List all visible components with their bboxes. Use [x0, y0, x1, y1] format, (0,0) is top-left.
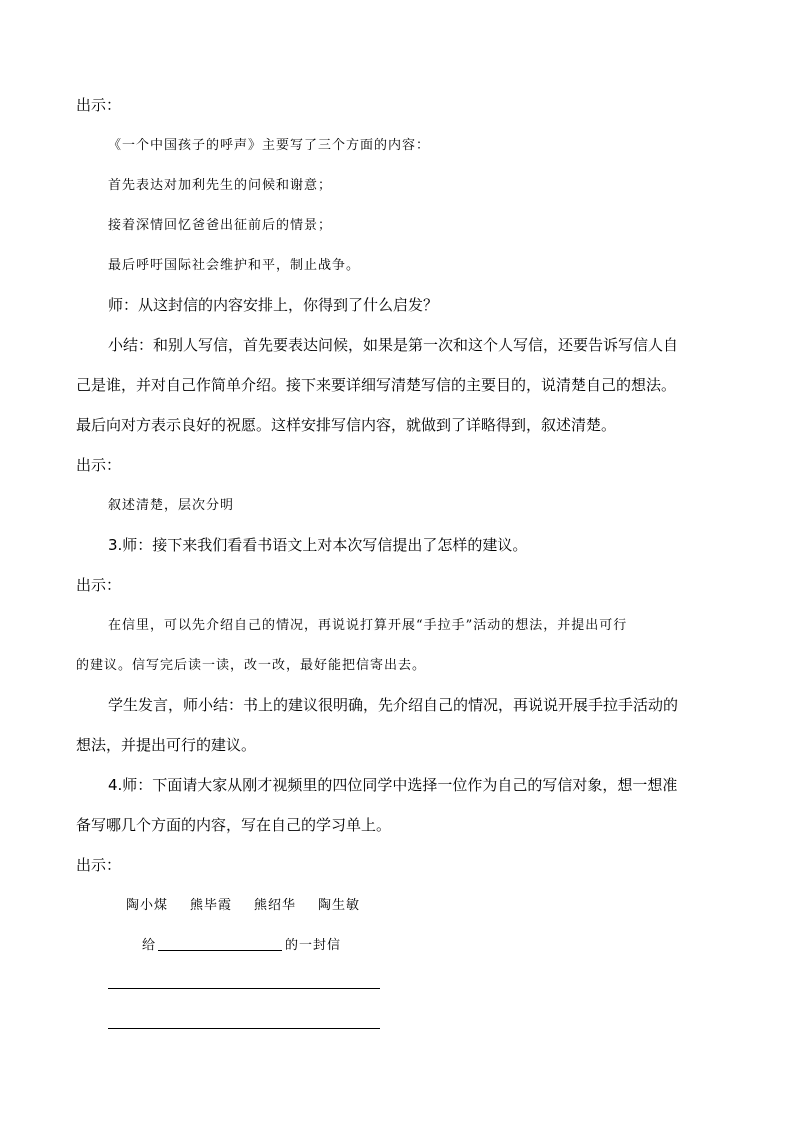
letter-suffix: 的一封信 — [285, 938, 342, 953]
show-label: 出示： — [76, 576, 122, 594]
writing-line[interactable] — [108, 988, 380, 989]
summary-paragraph-line: 己是谁，并对自己作简单介绍。接下来要详细写清楚写信的主要目的，说清楚自己的想法。 — [76, 376, 677, 394]
letter-prefix: 给 — [142, 938, 157, 953]
student-summary-line: 想法，并提出可行的建议。 — [76, 736, 257, 754]
show-label: 出示： — [76, 96, 122, 114]
quote-point: 最后呼吁国际社会维护和平，制止战争。 — [108, 258, 361, 273]
quote-intro: 《一个中国孩子的呼声》主要写了三个方面的内容： — [108, 138, 431, 153]
summary-paragraph-line: 小结：和别人写信，首先要表达问候，如果是第一次和这个人写信，还要告诉写信人自 — [108, 336, 679, 354]
book-suggestion-line: 在信里，可以先介绍自己的情况，再说说打算开展“手拉手”活动的想法，并提出可行 — [108, 618, 628, 633]
quote-point: 首先表达对加利先生的问候和谢意； — [108, 178, 333, 193]
book-suggestion-line: 的建议。信写完后读一读，改一改，最好能把信寄出去。 — [76, 658, 427, 673]
student-name: 陶小煤 — [126, 898, 169, 913]
step-four-line: 备写哪几个方面的内容，写在自己的学习单上。 — [76, 816, 392, 834]
student-summary-line: 学生发言，师小结：书上的建议很明确，先介绍自己的情况，再说说开展手拉手活动的 — [108, 696, 679, 714]
quote-point: 接着深情回忆爸爸出征前后的情景； — [108, 218, 333, 233]
key-point: 叙述清楚，层次分明 — [108, 498, 235, 513]
show-label: 出示： — [76, 856, 122, 874]
step-four-line: 4.师：下面请大家从刚才视频里的四位同学中选择一位作为自己的写信对象，想一想准 — [108, 776, 678, 794]
summary-paragraph-line: 最后向对方表示良好的祝愿。这样安排写信内容，就做到了详略得到，叙述清楚。 — [76, 416, 617, 434]
recipient-blank[interactable] — [158, 950, 282, 951]
step-three: 3.师：接下来我们看看书语文上对本次写信提出了怎样的建议。 — [108, 536, 528, 554]
writing-line[interactable] — [108, 1028, 380, 1029]
student-name: 熊绍华 — [254, 898, 297, 913]
teacher-question: 师：从这封信的内容安排上，你得到了什么启发？ — [108, 296, 439, 314]
student-name: 陶生敏 — [318, 898, 361, 913]
show-label: 出示： — [76, 456, 122, 474]
student-name: 熊毕霞 — [190, 898, 233, 913]
